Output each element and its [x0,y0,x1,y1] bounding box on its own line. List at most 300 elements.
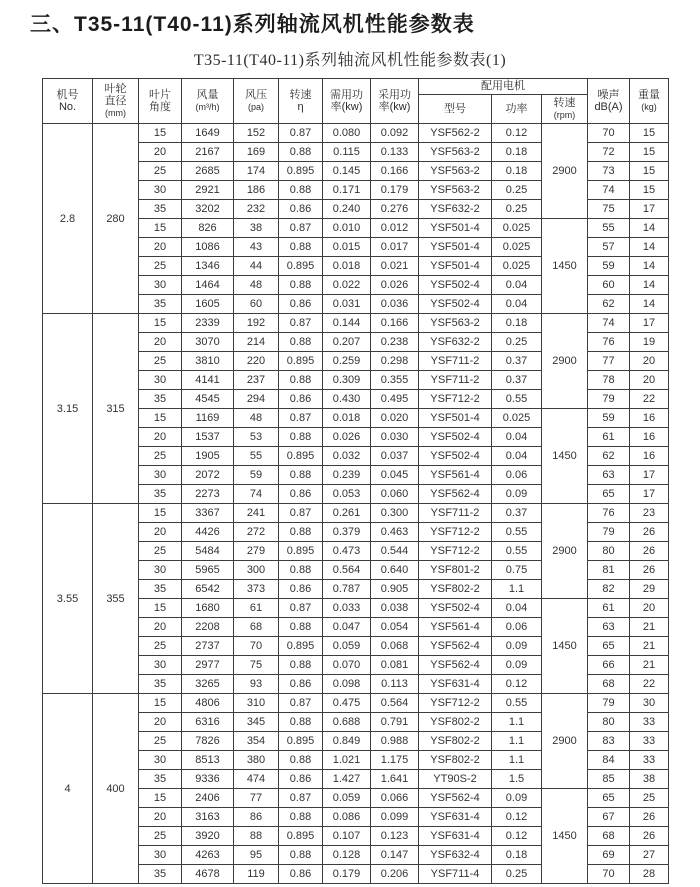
air-volume-cell: 2167 [182,143,234,162]
noise-cell: 79 [588,523,630,542]
header-line: (kg) [641,102,657,112]
required-power-cell: 0.015 [323,238,371,257]
motor-power-cell: 0.04 [492,295,542,314]
air-pressure-cell: 44 [234,257,279,276]
speed-eta-cell: 0.88 [279,428,323,447]
motor-power-cell: 1.5 [492,770,542,789]
motor-power-cell: 0.025 [492,238,542,257]
motor-model-cell: YSF561-4 [419,466,492,485]
speed-eta-cell: 0.895 [279,447,323,466]
noise-cell: 80 [588,713,630,732]
air-volume-cell: 1605 [182,295,234,314]
header-line: η [297,101,304,113]
motor-model-cell: YSF802-2 [419,732,492,751]
speed-eta-cell: 0.895 [279,352,323,371]
noise-cell: 57 [588,238,630,257]
machine-no-cell: 3.55 [43,504,93,694]
weight-cell: 33 [630,751,669,770]
weight-cell: 26 [630,561,669,580]
motor-model-cell: YSF712-2 [419,523,492,542]
noise-cell: 63 [588,618,630,637]
noise-cell: 61 [588,599,630,618]
motor-model-cell: YSF563-2 [419,162,492,181]
motor-model-cell: YSF502-4 [419,447,492,466]
weight-cell: 30 [630,694,669,713]
motor-power-cell: 0.04 [492,276,542,295]
weight-cell: 14 [630,257,669,276]
air-pressure-cell: 48 [234,276,279,295]
adopted-power-cell: 0.988 [371,732,419,751]
required-power-cell: 0.688 [323,713,371,732]
header-line: No. [58,101,77,113]
speed-eta-cell: 0.895 [279,542,323,561]
noise-cell: 80 [588,542,630,561]
motor-model-cell: YT90S-2 [419,770,492,789]
weight-cell: 20 [630,371,669,390]
header-line: dB(A) [594,101,623,113]
motor-power-cell: 0.37 [492,504,542,523]
blade-angle-cell: 25 [139,162,182,181]
motor-rpm-cell: 1450 [542,789,588,884]
header-line: (mm) [105,108,126,119]
motor-model-cell: YSF562-2 [419,124,492,143]
air-pressure-cell: 272 [234,523,279,542]
adopted-power-cell: 0.238 [371,333,419,352]
blade-angle-cell: 30 [139,751,182,770]
air-volume-cell: 3920 [182,827,234,846]
required-power-cell: 0.564 [323,561,371,580]
noise-cell: 70 [588,865,630,884]
speed-eta-cell: 0.86 [279,200,323,219]
motor-model-cell: YSF562-4 [419,789,492,808]
required-power-cell: 0.128 [323,846,371,865]
air-pressure-cell: 279 [234,542,279,561]
air-pressure-cell: 60 [234,295,279,314]
weight-cell: 25 [630,789,669,808]
motor-power-cell: 0.25 [492,181,542,200]
weight-cell: 16 [630,409,669,428]
machine-no-cell: 3.15 [43,314,93,504]
adopted-power-cell: 0.640 [371,561,419,580]
col-header-machine-no [43,79,93,124]
required-power-cell: 1.427 [323,770,371,789]
required-power-cell: 0.115 [323,143,371,162]
adopted-power-cell: 0.060 [371,485,419,504]
speed-eta-cell: 0.86 [279,580,323,599]
speed-eta-cell: 0.88 [279,523,323,542]
motor-power-cell: 0.55 [492,694,542,713]
noise-cell: 74 [588,314,630,333]
header-line: 转速 [553,96,576,109]
air-pressure-cell: 53 [234,428,279,447]
speed-eta-cell: 0.895 [279,162,323,181]
motor-power-cell: 0.12 [492,827,542,846]
noise-cell: 61 [588,428,630,447]
speed-eta-cell: 0.87 [279,599,323,618]
noise-cell: 84 [588,751,630,770]
header-line: 机号 [56,88,79,101]
col-header-impeller-diameter [93,79,139,124]
required-power-cell: 0.031 [323,295,371,314]
blade-angle-cell: 30 [139,181,182,200]
speed-eta-cell: 0.88 [279,713,323,732]
noise-cell: 59 [588,257,630,276]
noise-cell: 81 [588,561,630,580]
table-subtitle: T35-11(T40-11)系列轴流风机性能参数表(1) [193,52,507,69]
motor-model-cell: YSF501-4 [419,257,492,276]
air-volume-cell: 5965 [182,561,234,580]
air-pressure-cell: 174 [234,162,279,181]
air-pressure-cell: 88 [234,827,279,846]
header-line: 噪声 [597,88,620,101]
noise-cell: 79 [588,694,630,713]
motor-rpm-cell: 1450 [542,599,588,694]
motor-power-cell: 0.37 [492,352,542,371]
blade-angle-cell: 15 [139,504,182,523]
col-header-air-pressure [234,79,279,124]
weight-cell: 16 [630,447,669,466]
required-power-cell: 0.309 [323,371,371,390]
air-pressure-cell: 214 [234,333,279,352]
noise-cell: 76 [588,504,630,523]
air-pressure-cell: 192 [234,314,279,333]
motor-power-cell: 0.18 [492,143,542,162]
blade-angle-cell: 30 [139,466,182,485]
air-volume-cell: 2977 [182,656,234,675]
motor-power-cell: 0.06 [492,618,542,637]
motor-power-cell: 1.1 [492,751,542,770]
blade-angle-cell: 20 [139,713,182,732]
col-header-air-volume [182,79,234,124]
required-power-cell: 0.261 [323,504,371,523]
motor-power-cell: 0.12 [492,808,542,827]
air-pressure-cell: 310 [234,694,279,713]
motor-power-cell: 0.18 [492,162,542,181]
header-line: (rpm) [553,110,576,120]
motor-power-cell: 0.06 [492,466,542,485]
noise-cell: 65 [588,637,630,656]
motor-model-cell: YSF632-4 [419,846,492,865]
motor-model-cell: YSF562-4 [419,656,492,675]
blade-angle-cell: 15 [139,599,182,618]
weight-cell: 14 [630,238,669,257]
header-line: 需用功 [330,88,363,101]
air-pressure-cell: 43 [234,238,279,257]
air-volume-cell: 2072 [182,466,234,485]
air-volume-cell: 6316 [182,713,234,732]
blade-angle-cell: 15 [139,124,182,143]
motor-power-cell: 0.18 [492,846,542,865]
air-pressure-cell: 474 [234,770,279,789]
blade-angle-cell: 15 [139,219,182,238]
air-volume-cell: 6542 [182,580,234,599]
motor-power-cell: 0.55 [492,390,542,409]
air-volume-cell: 2685 [182,162,234,181]
air-pressure-cell: 152 [234,124,279,143]
blade-angle-cell: 25 [139,542,182,561]
col-header-motor-group: 配用电机 [419,79,588,95]
weight-cell: 26 [630,523,669,542]
motor-model-cell: YSF631-4 [419,827,492,846]
speed-eta-cell: 0.88 [279,181,323,200]
air-volume-cell: 2737 [182,637,234,656]
blade-angle-cell: 30 [139,371,182,390]
adopted-power-cell: 0.355 [371,371,419,390]
col-header-noise [588,79,630,124]
weight-cell: 15 [630,162,669,181]
air-volume-cell: 1680 [182,599,234,618]
motor-model-cell: YSF502-4 [419,599,492,618]
air-volume-cell: 826 [182,219,234,238]
blade-angle-cell: 20 [139,143,182,162]
blade-angle-cell: 30 [139,656,182,675]
motor-model-cell: YSF631-4 [419,675,492,694]
air-pressure-cell: 300 [234,561,279,580]
table-body [43,124,669,884]
header-line: 直径 [104,94,127,107]
required-power-cell: 0.171 [323,181,371,200]
blade-angle-cell: 20 [139,523,182,542]
motor-power-cell: 0.09 [492,637,542,656]
speed-eta-cell: 0.88 [279,618,323,637]
air-pressure-cell: 345 [234,713,279,732]
required-power-cell: 0.059 [323,637,371,656]
adopted-power-cell: 0.147 [371,846,419,865]
speed-eta-cell: 0.87 [279,314,323,333]
noise-cell: 73 [588,162,630,181]
motor-power-cell: 0.55 [492,542,542,561]
blade-angle-cell: 30 [139,846,182,865]
adopted-power-cell: 0.544 [371,542,419,561]
adopted-power-cell: 0.017 [371,238,419,257]
adopted-power-cell: 0.036 [371,295,419,314]
speed-eta-cell: 0.88 [279,808,323,827]
weight-cell: 21 [630,656,669,675]
motor-model-cell: YSF802-2 [419,713,492,732]
air-pressure-cell: 55 [234,447,279,466]
noise-cell: 66 [588,656,630,675]
adopted-power-cell: 0.020 [371,409,419,428]
speed-eta-cell: 0.88 [279,143,323,162]
air-pressure-cell: 294 [234,390,279,409]
required-power-cell: 0.010 [323,219,371,238]
required-power-cell: 0.047 [323,618,371,637]
adopted-power-cell: 0.564 [371,694,419,713]
air-volume-cell: 3163 [182,808,234,827]
adopted-power-cell: 0.081 [371,656,419,675]
blade-angle-cell: 20 [139,238,182,257]
speed-eta-cell: 0.88 [279,751,323,770]
speed-eta-cell: 0.86 [279,295,323,314]
adopted-power-cell: 0.030 [371,428,419,447]
motor-power-cell: 0.09 [492,789,542,808]
header-line: (pa) [247,102,264,112]
noise-cell: 70 [588,124,630,143]
motor-model-cell: YSF712-2 [419,542,492,561]
required-power-cell: 0.022 [323,276,371,295]
blade-angle-cell: 15 [139,409,182,428]
weight-cell: 28 [630,865,669,884]
blade-angle-cell: 30 [139,561,182,580]
air-pressure-cell: 119 [234,865,279,884]
weight-cell: 26 [630,808,669,827]
air-volume-cell: 1169 [182,409,234,428]
col-header-weight [630,79,669,124]
blade-angle-cell: 35 [139,675,182,694]
motor-power-cell: 1.1 [492,580,542,599]
air-pressure-cell: 74 [234,485,279,504]
air-pressure-cell: 68 [234,618,279,637]
motor-power-cell: 0.12 [492,124,542,143]
air-pressure-cell: 59 [234,466,279,485]
required-power-cell: 0.107 [323,827,371,846]
weight-cell: 26 [630,542,669,561]
required-power-cell: 0.849 [323,732,371,751]
motor-power-cell: 0.025 [492,257,542,276]
impeller-diameter-cell: 315 [93,314,139,504]
air-volume-cell: 1086 [182,238,234,257]
required-power-cell: 0.018 [323,257,371,276]
required-power-cell: 0.033 [323,599,371,618]
adopted-power-cell: 0.276 [371,200,419,219]
noise-cell: 60 [588,276,630,295]
speed-eta-cell: 0.88 [279,656,323,675]
motor-power-cell: 0.25 [492,200,542,219]
motor-power-cell: 0.37 [492,371,542,390]
header-line: 重量 [638,88,660,101]
adopted-power-cell: 0.905 [371,580,419,599]
table-row [43,314,669,333]
noise-cell: 83 [588,732,630,751]
air-volume-cell: 4678 [182,865,234,884]
motor-model-cell: YSF632-2 [419,333,492,352]
blade-angle-cell: 20 [139,333,182,352]
noise-cell: 55 [588,219,630,238]
blade-angle-cell: 20 [139,618,182,637]
adopted-power-cell: 0.026 [371,276,419,295]
required-power-cell: 0.430 [323,390,371,409]
adopted-power-cell: 0.113 [371,675,419,694]
air-volume-cell: 4806 [182,694,234,713]
adopted-power-cell: 0.179 [371,181,419,200]
impeller-diameter-cell: 355 [93,504,139,694]
blade-angle-cell: 35 [139,865,182,884]
weight-cell: 16 [630,428,669,447]
header-line: 风量 [196,88,219,101]
noise-cell: 77 [588,352,630,371]
weight-cell: 19 [630,333,669,352]
motor-model-cell: YSF501-4 [419,238,492,257]
noise-cell: 69 [588,846,630,865]
speed-eta-cell: 0.88 [279,276,323,295]
motor-power-cell: 0.25 [492,333,542,352]
motor-model-cell: YSF501-4 [419,409,492,428]
required-power-cell: 0.259 [323,352,371,371]
required-power-cell: 0.098 [323,675,371,694]
page-title: 三、T35-11(T40-11)系列轴流风机性能参数表 [30,13,475,36]
weight-cell: 23 [630,504,669,523]
adopted-power-cell: 0.054 [371,618,419,637]
blade-angle-cell: 35 [139,295,182,314]
air-pressure-cell: 380 [234,751,279,770]
motor-model-cell: YSF631-4 [419,808,492,827]
blade-angle-cell: 35 [139,390,182,409]
air-volume-cell: 4263 [182,846,234,865]
motor-model-cell: YSF502-4 [419,428,492,447]
speed-eta-cell: 0.88 [279,238,323,257]
required-power-cell: 0.086 [323,808,371,827]
air-pressure-cell: 241 [234,504,279,523]
air-volume-cell: 3070 [182,333,234,352]
noise-cell: 68 [588,675,630,694]
air-volume-cell: 1464 [182,276,234,295]
air-volume-cell: 7826 [182,732,234,751]
required-power-cell: 0.379 [323,523,371,542]
blade-angle-cell: 20 [139,808,182,827]
noise-cell: 82 [588,580,630,599]
motor-power-cell: 0.75 [492,561,542,580]
col-header-motor-rpm [542,95,588,124]
speed-eta-cell: 0.895 [279,637,323,656]
header-line: 角度 [149,101,171,113]
speed-eta-cell: 0.88 [279,333,323,352]
blade-angle-cell: 25 [139,447,182,466]
motor-rpm-cell: 1450 [542,409,588,504]
blade-angle-cell: 35 [139,200,182,219]
air-pressure-cell: 38 [234,219,279,238]
col-header-motor-model: 型号 [419,95,492,124]
speed-eta-cell: 0.86 [279,675,323,694]
required-power-cell: 1.021 [323,751,371,770]
speed-eta-cell: 0.88 [279,846,323,865]
impeller-diameter-cell: 400 [93,694,139,884]
air-volume-cell: 2208 [182,618,234,637]
blade-angle-cell: 35 [139,580,182,599]
header-line: 率(kw) [330,101,363,113]
motor-power-cell: 0.09 [492,656,542,675]
motor-model-cell: YSF801-2 [419,561,492,580]
air-pressure-cell: 77 [234,789,279,808]
air-volume-cell: 4141 [182,371,234,390]
required-power-cell: 0.059 [323,789,371,808]
air-volume-cell: 8513 [182,751,234,770]
adopted-power-cell: 0.092 [371,124,419,143]
air-volume-cell: 3265 [182,675,234,694]
noise-cell: 75 [588,200,630,219]
required-power-cell: 0.207 [323,333,371,352]
blade-angle-cell: 25 [139,637,182,656]
air-volume-cell: 4545 [182,390,234,409]
col-header-adopted-power [371,79,419,124]
weight-cell: 15 [630,124,669,143]
motor-model-cell: YSF711-4 [419,865,492,884]
required-power-cell: 0.145 [323,162,371,181]
motor-model-cell: YSF712-2 [419,694,492,713]
air-volume-cell: 5484 [182,542,234,561]
weight-cell: 27 [630,846,669,865]
noise-cell: 62 [588,447,630,466]
air-pressure-cell: 169 [234,143,279,162]
adopted-power-cell: 0.068 [371,637,419,656]
col-header-required-power [323,79,371,124]
speed-eta-cell: 0.87 [279,504,323,523]
motor-model-cell: YSF711-2 [419,371,492,390]
noise-cell: 67 [588,808,630,827]
required-power-cell: 0.239 [323,466,371,485]
adopted-power-cell: 0.038 [371,599,419,618]
required-power-cell: 0.787 [323,580,371,599]
air-volume-cell: 3367 [182,504,234,523]
